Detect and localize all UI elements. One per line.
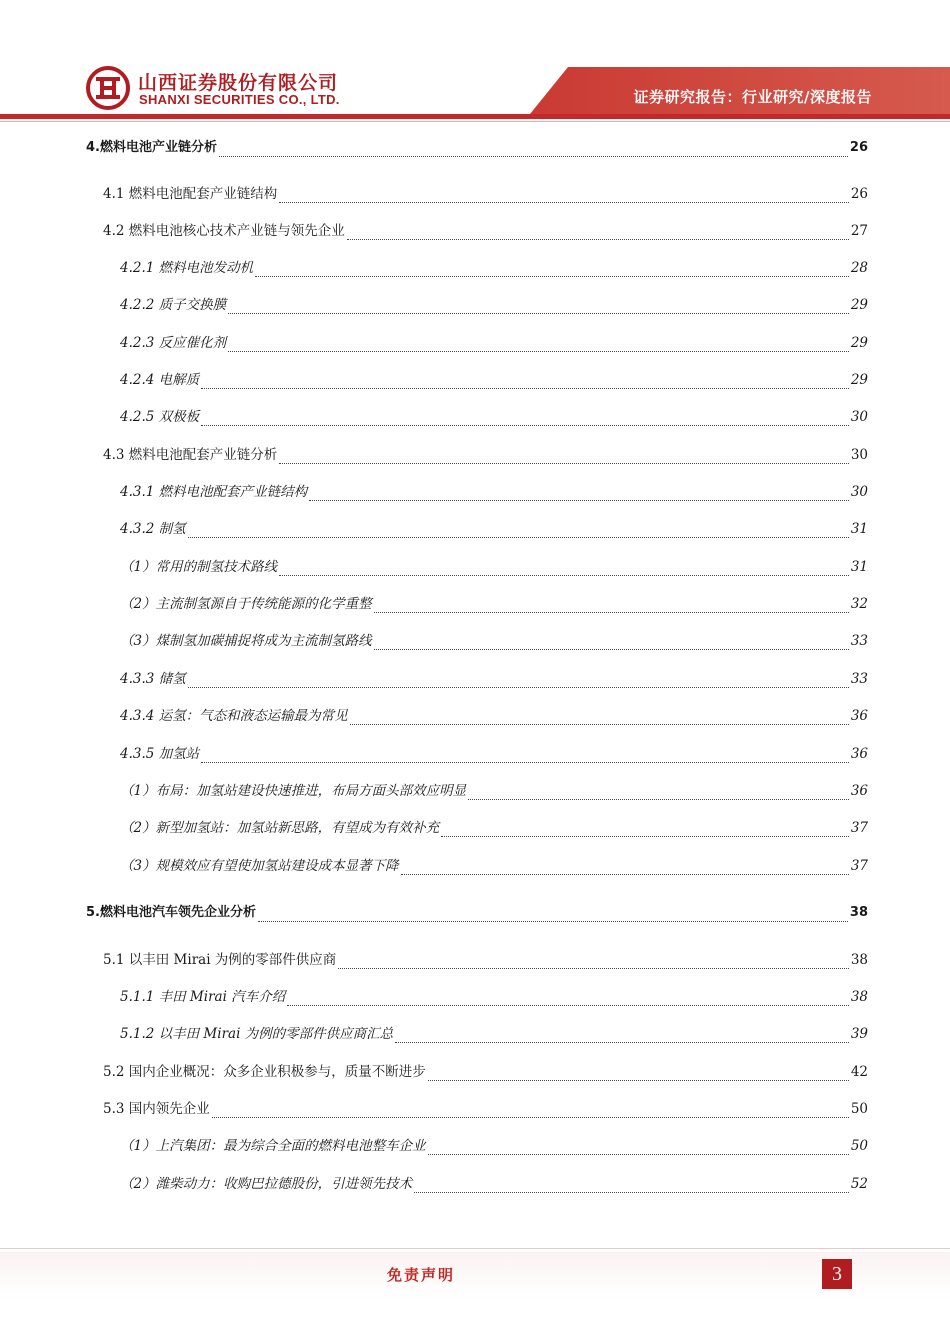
shanxi-securities-logo-icon [86,66,130,110]
toc-entry[interactable]: 4.3.3 储氢 33 [120,671,868,687]
toc-entry[interactable]: 5.1.2 以丰田 Mirai 为例的零部件供应商汇总 39 [120,1026,868,1042]
toc-entry[interactable]: 4.2.3 反应催化剂 29 [120,335,868,351]
toc-entry[interactable]: （1）布局：加氢站建设快速推进，布局方面头部效应明显 36 [120,783,868,799]
report-type-label: 证券研究报告：行业研究/深度报告 [633,88,872,106]
company-name-cn: 山西证券股份有限公司 [138,72,339,94]
toc-entry[interactable]: 4.3.1 燃料电池配套产业链结构 30 [120,484,868,500]
toc-entry[interactable]: （2）主流制氢源自于传统能源的化学重整 32 [120,596,868,612]
toc-entry[interactable]: 4.2.5 双极板 30 [120,409,868,425]
header-divider [0,114,950,119]
toc-entry[interactable]: 5.3 国内领先企业 50 [103,1101,868,1117]
toc-entry[interactable]: 4.燃料电池产业链分析 26 [86,140,868,155]
toc-entry[interactable]: 4.1 燃料电池配套产业链结构 26 [103,186,868,202]
toc-entry[interactable]: 4.3.4 运氢：气态和液态运输最为常见 36 [120,708,868,724]
toc-entry[interactable]: 5.燃料电池汽车领先企业分析 38 [86,905,868,920]
company-name-en: SHANXI SECURITIES CO., LTD. [139,92,340,107]
toc-entry[interactable]: （1）上汽集团：最为综合全面的燃料电池整车企业 50 [120,1138,868,1154]
header-divider-thin [0,121,950,122]
toc-entry[interactable]: 4.2.2 质子交换膜 29 [120,297,868,313]
toc-entry[interactable]: 4.2.1 燃料电池发动机 28 [120,260,868,276]
toc-entry[interactable]: 5.2 国内企业概况：众多企业积极参与，质量不断进步 42 [103,1064,868,1080]
toc-entry[interactable]: 5.1.1 丰田 Mirai 汽车介绍 38 [120,989,868,1005]
toc-entry[interactable]: （3）规模效应有望使加氢站建设成本显著下降 37 [120,858,868,874]
toc-entry[interactable]: （1）常用的制氢技术路线 31 [120,559,868,575]
page-header [0,0,950,125]
toc-entry[interactable]: 4.3.5 加氢站 36 [120,746,868,762]
toc-entry[interactable]: 4.2.4 电解质 29 [120,372,868,388]
footer-divider [0,1248,950,1249]
page-number: 3 [822,1259,852,1289]
page-footer [0,1252,950,1300]
toc-entry[interactable]: 4.3.2 制氢 31 [120,521,868,537]
toc-entry[interactable]: （3）煤制氢加碳捕捉将成为主流制氢路线 33 [120,633,868,649]
toc-entry[interactable]: 4.3 燃料电池配套产业链分析 30 [103,447,868,463]
toc-entry[interactable]: 4.2 燃料电池核心技术产业链与领先企业 27 [103,223,868,239]
toc-entry[interactable]: （2）新型加氢站：加氢站新思路，有望成为有效补充 37 [120,820,868,836]
toc-entry[interactable]: 5.1 以丰田 Mirai 为例的零部件供应商 38 [103,952,868,968]
toc-entry[interactable]: （2）潍柴动力：收购巴拉德股份，引进领先技术 52 [120,1176,868,1192]
disclaimer-link[interactable]: 免责声明 [387,1266,456,1284]
